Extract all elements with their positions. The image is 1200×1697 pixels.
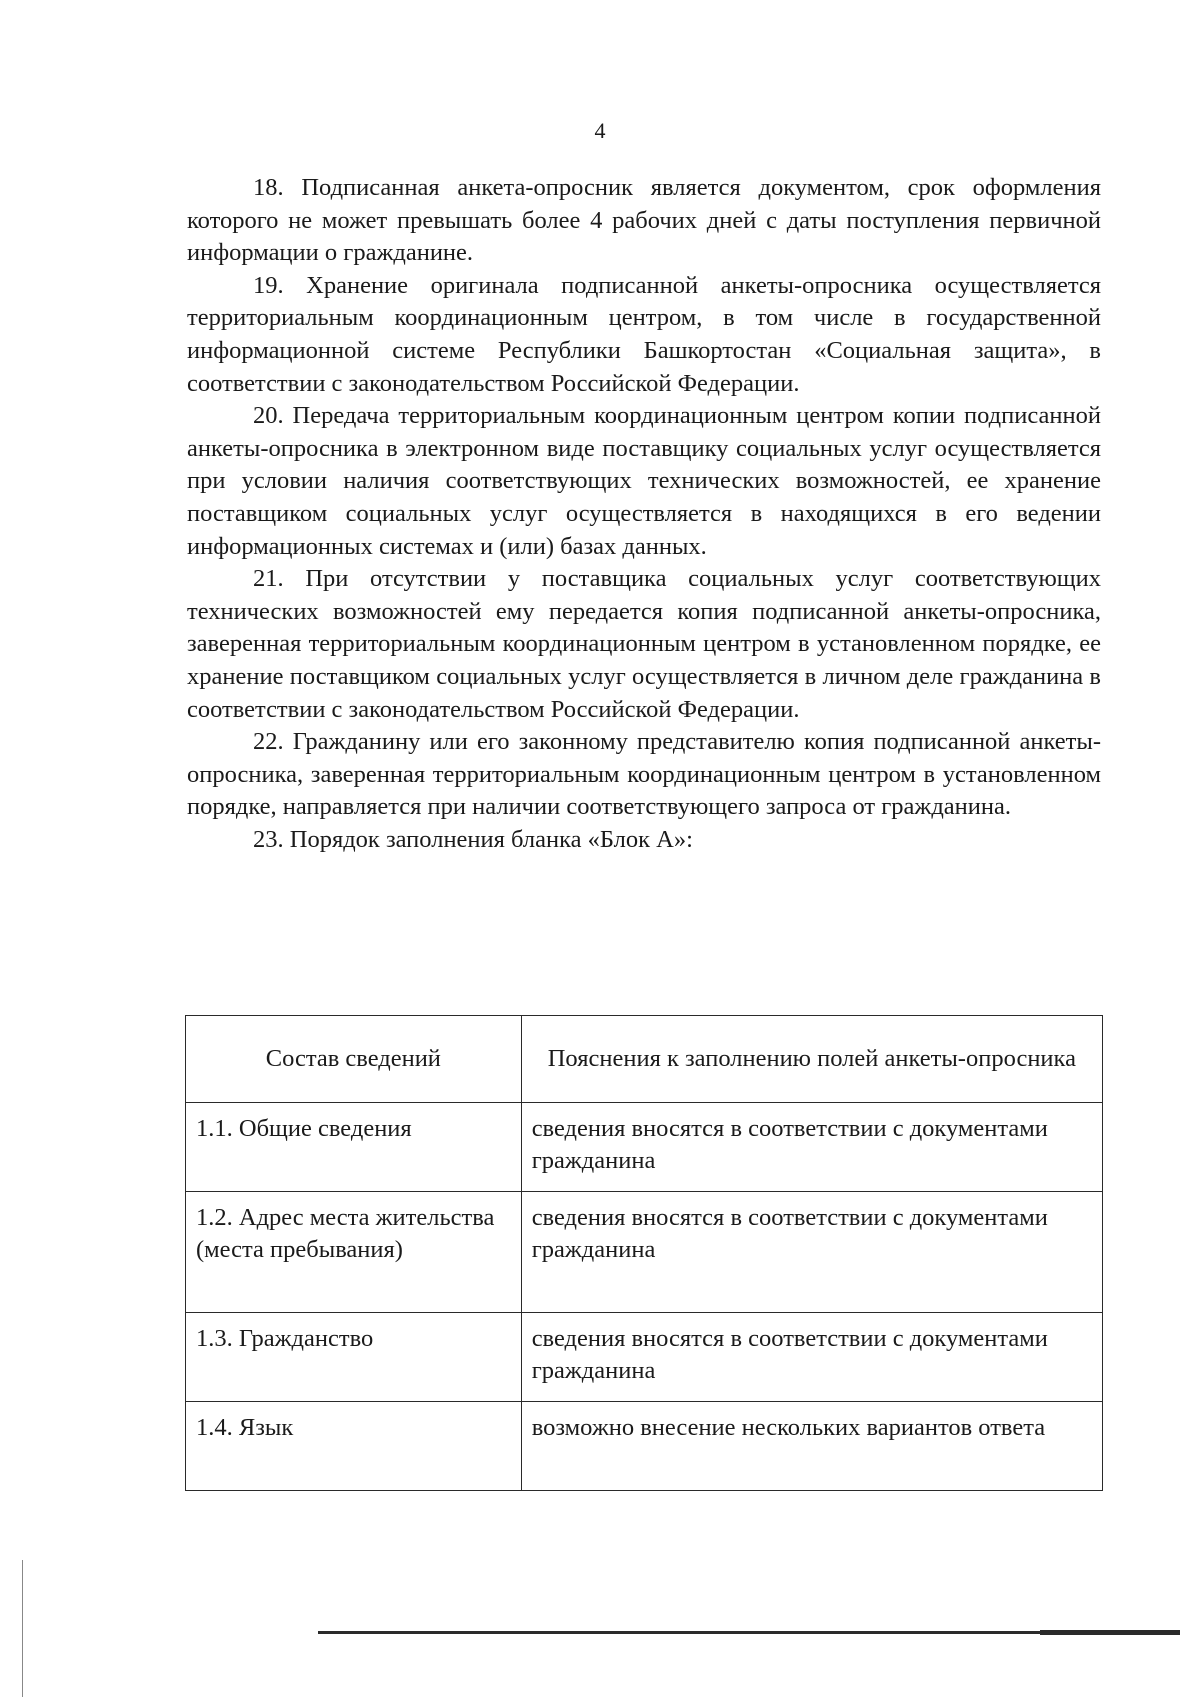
table-cell: 1.2. Адрес места жительства (места пребывания) (186, 1192, 522, 1313)
table-header-row (186, 1016, 1103, 1103)
table-header-cell: Пояснения к заполнению полей анкеты-опросника (521, 1016, 1102, 1103)
paragraph-19: 19. Хранение оригинала подписанной анкеты-опросника осуществляется территориальным координационным центром, в том числе в государственной информационной системе Республики Башкортостан «Социальная защита», в соответствии с законодательством Российской Федерации. (187, 271, 1101, 397)
paragraph-23: 23. Порядок заполнения бланка «Блок А»: (253, 825, 693, 853)
table-row (186, 1402, 1103, 1491)
table-cell: 1.3. Гражданство (186, 1313, 522, 1402)
paragraph-21: 21. При отсутствии у поставщика социальных услуг соответствующих технических возможностей ему передается копия подписанной анкеты-опросника, заверенная территориальным координационным центром в установленном порядке, ее хранение поставщиком социальных услуг осуществляется в личном деле гражданина в соответствии с законодательством Российской Федерации. (187, 565, 1101, 723)
table-cell: сведения вносятся в соответствии с документами гражданина (521, 1192, 1102, 1313)
page-number: 4 (594, 118, 606, 143)
scan-margin-mark (22, 1560, 23, 1697)
table-cell: сведения вносятся в соответствии с документами гражданина (521, 1103, 1102, 1192)
document-body (187, 172, 1101, 856)
table-cell: 1.1. Общие сведения (186, 1103, 522, 1192)
bottom-divider-thick (1040, 1630, 1180, 1635)
block-a-table (185, 1015, 1103, 1491)
table-row (186, 1192, 1103, 1313)
table-cell: сведения вносятся в соответствии с документами гражданина (521, 1313, 1102, 1402)
paragraph-18: 18. Подписанная анкета-опросник является документом, срок оформления которого не может превышать более 4 рабочих дней с даты поступления первичной информации о гражданине. (187, 174, 1101, 267)
table-row (186, 1313, 1103, 1402)
table-row (186, 1103, 1103, 1192)
table-cell: возможно внесение нескольких вариантов ответа (521, 1402, 1102, 1491)
table-header-cell: Состав сведений (186, 1016, 522, 1103)
paragraph-22: 22. Гражданину или его законному представителю копия подписанной анкеты-опросника, заверенная территориальным координационным центром в установленном порядке, направляется при наличии соответствующего запроса от гражданина. (187, 728, 1101, 821)
paragraph-20: 20. Передача территориальным координационным центром копии подписанной анкеты-опросника в электронном виде поставщику социальных услуг осуществляется при условии наличия соответствующих технических возможностей, ее хранение поставщиком социальных услуг осуществляется в находящихся в его ведении информационных системах и (или) базах данных. (187, 402, 1101, 560)
table-cell: 1.4. Язык (186, 1402, 522, 1491)
